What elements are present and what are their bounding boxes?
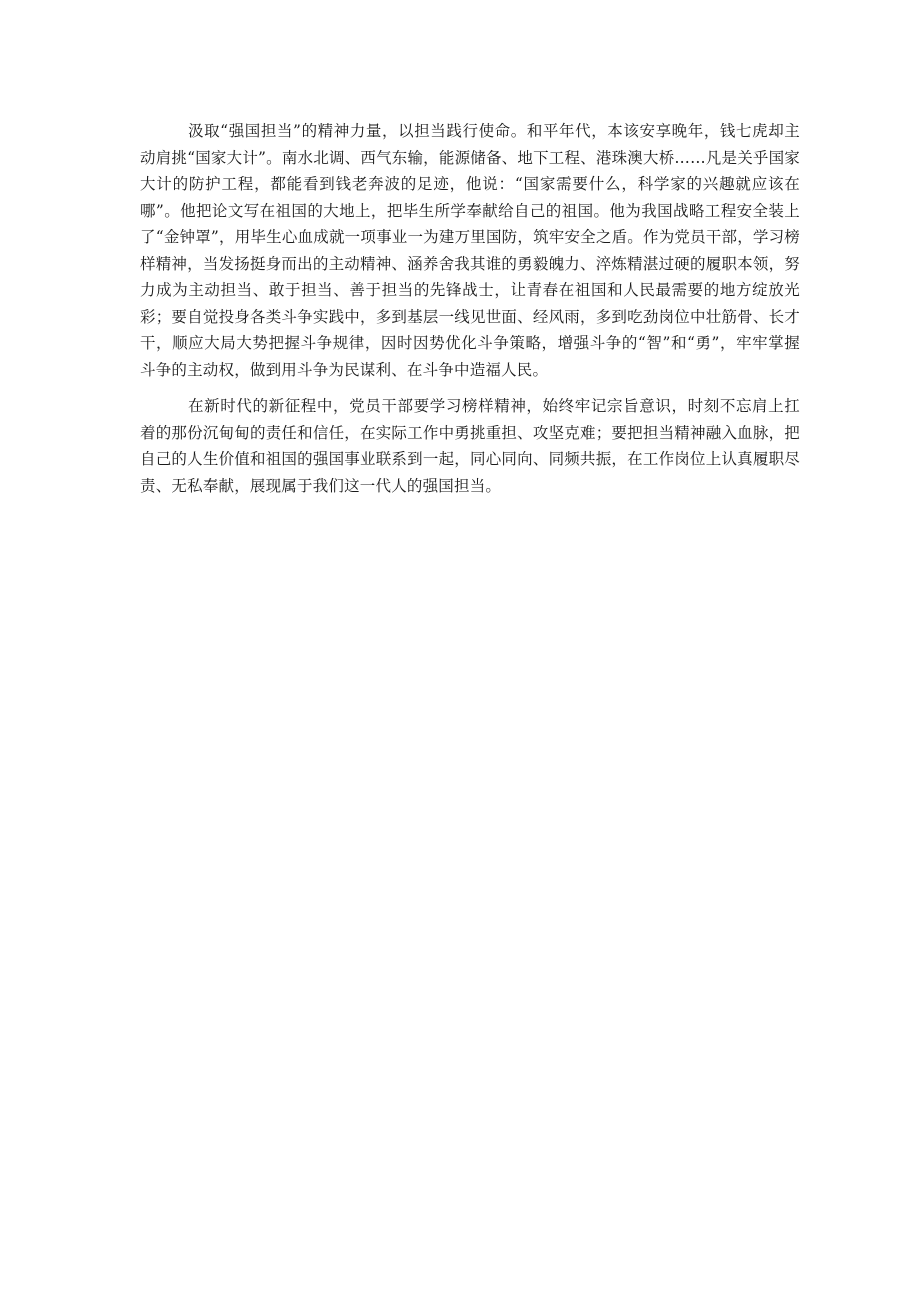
document-body	[140, 118, 800, 509]
paragraph-1: 汲取“强国担当”的精神力量，以担当践行使命。和平年代，本该安享晚年，钱七虎却主动肩挑“国家大计”。南水北调、西气东输，能源储备、地下工程、港珠澳大桥……凡是关乎国家大计的防护工程，都能看到钱老奔波的足迹，他说：“国家需要什么，科学家的兴趣就应该在哪”。他把论文写在祖国的大地上，把毕生所学奉献给自己的祖国。他为我国战略工程安全装上了“金钟罩”，用毕生心血成就一项事业一为建万里国防，筑牢安全之盾。作为党员干部，学习榜样精神，当发扬挺身而出的主动精神、涵养舍我其谁的勇毅魄力、淬炼精湛过硬的履职本领，努力成为主动担当、敢于担当、善于担当的先锋战士，让青春在祖国和人民最需要的地方绽放光彩；要自觉投身各类斗争实践中，多到基层一线见世面、经风雨，多到吃劲岗位中壮筋骨、长才干，顺应大局大势把握斗争规律，因时因势优化斗争策略，增强斗争的“智”和“勇”，牢牢掌握斗争的主动权，做到用斗争为民谋利、在斗争中造福人民。	[140, 122, 800, 379]
paragraph-2: 在新时代的新征程中，党员干部要学习榜样精神，始终牢记宗旨意识，时刻不忘肩上扛着的那份沉甸甸的责任和信任，在实际工作中勇挑重担、攻坚克难；要把担当精神融入血脉，把自己的人生价值和祖国的强国事业联系到一起，同心同向、同频共振，在工作岗位上认真履职尽责、无私奉献，展现属于我们这一代人的强国担当。	[140, 397, 800, 495]
